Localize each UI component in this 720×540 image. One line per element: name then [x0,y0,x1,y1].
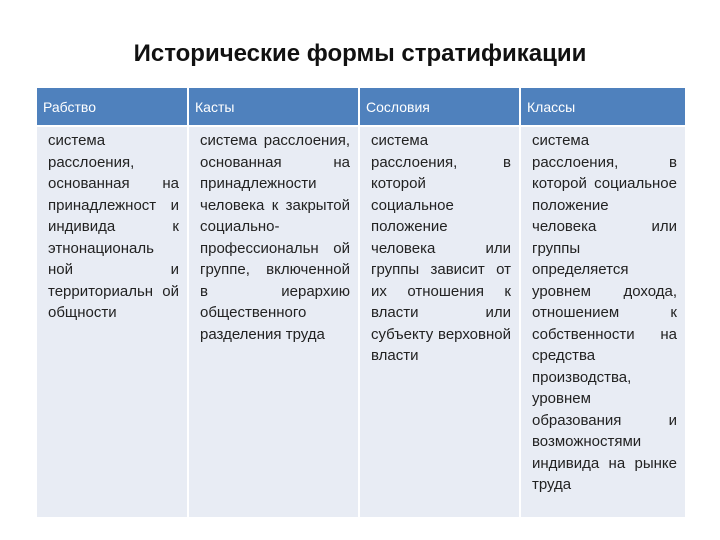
cell-classes: система расслоения, в которой социальное положение человека или группы определяется уровнем дохода, отношением к собственности на средства производства, уровнем образования и возможностями индивида на рынке труда [521,127,685,517]
cell-castes: система расслоения, основанная на принадлежности человека к закрытой социально- профессиональн ой группе, включенной в иерархию общественного разделения труда [189,127,360,517]
header-slavery: Рабство [37,88,189,127]
header-castes: Касты [189,88,360,127]
cell-estates: система расслоения, в которой социальное положение человека или группы зависит от их отношения к власти или субъекту верховной власти [360,127,521,517]
slide-title: Исторические формы стратификации [133,40,587,67]
header-estates: Сословия [360,88,521,127]
cell-slavery: система расслоения, основанная на принадлежност и индивида к этнонациональ ной и территориальн ой общности [37,127,189,517]
stratification-table [37,88,685,517]
table-header-row [37,88,685,127]
table-row [37,127,685,517]
header-classes: Классы [521,88,685,127]
